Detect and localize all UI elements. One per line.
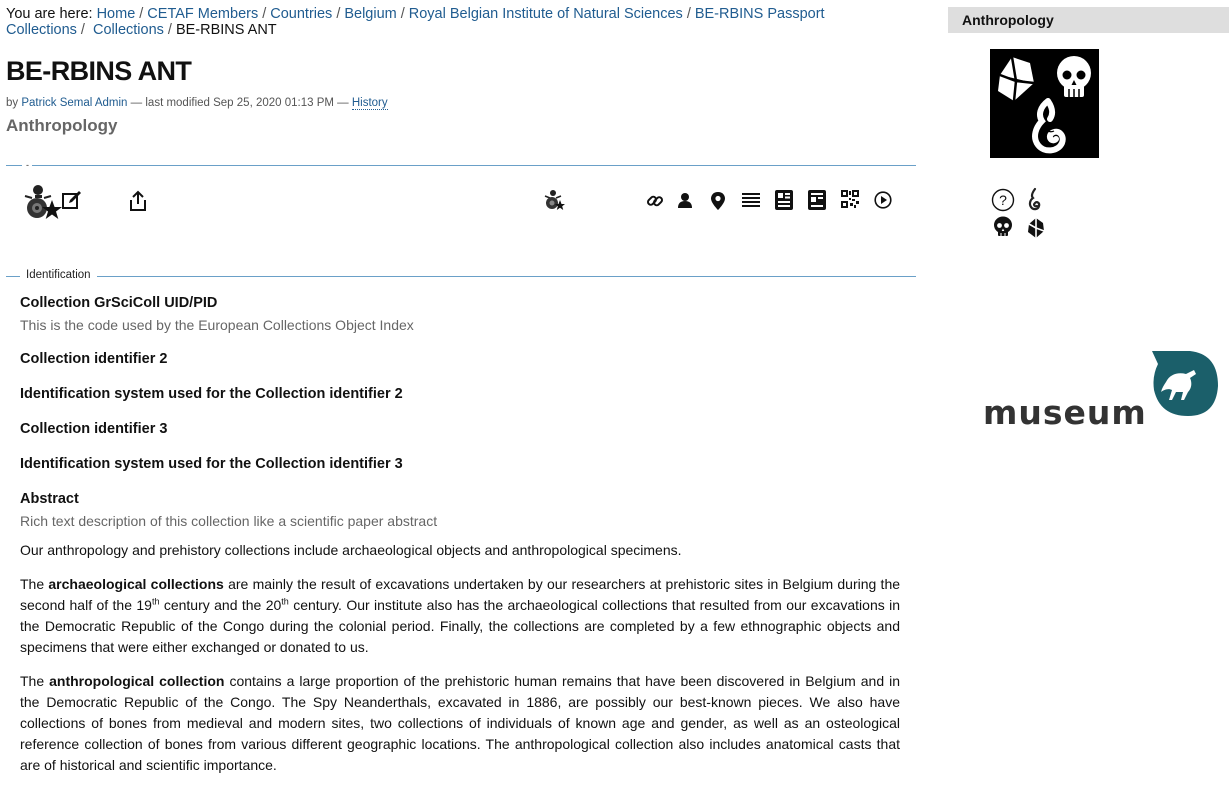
author-link[interactable]: Patrick Semal Admin [21, 97, 128, 109]
list-icon[interactable] [742, 192, 760, 208]
breadcrumb-collections[interactable]: Collections [92, 22, 164, 38]
collection-type-icon[interactable] [542, 188, 566, 212]
breadcrumb-current: BE-RBINS ANT [175, 22, 277, 38]
grscicoll-help: This is the code used by the European Collections Object Index [20, 317, 414, 333]
svg-text:?: ? [999, 192, 1007, 208]
page-title: BE-RBINS ANT [6, 56, 192, 86]
breadcrumb-home[interactable]: Home [96, 6, 136, 22]
document-icon[interactable] [775, 190, 793, 210]
page-description: Anthropology [6, 116, 118, 135]
stone-tool-icon[interactable] [1026, 217, 1046, 239]
identification-legend: Identification [20, 269, 97, 281]
identifier3-label: Collection identifier 3 [20, 421, 168, 437]
portlet-header [948, 7, 1229, 33]
abstract-anthropology: The anthropological collection contains a large proportion of the prehistoric human remains that have been discovered in Belgium and in the Democratic Republic of the Congo. The Spy Neanderthals, excavated in 1886, are possibly our best-known pieces. We also have collections of bones from medieval and modern sites, two collections of individuals of known age and gender, as well as an osteological reference collection of bones from various different geographic locations. The anthropological collection also includes anatomical casts that are of historical and scientific importance. [20, 673, 901, 773]
identification-divider [6, 276, 916, 277]
abstract-help: Rich text description of this collection like a scientific paper abstract [20, 513, 438, 529]
toolbar-divider [6, 165, 916, 166]
identifier2-label: Collection identifier 2 [20, 351, 168, 367]
history-link[interactable]: History [351, 97, 388, 109]
skull-icon[interactable] [993, 216, 1013, 238]
last-modified: — last modified Sep 25, 2020 01:13 PM — [130, 97, 349, 109]
breadcrumb-countries[interactable]: Countries [270, 6, 333, 22]
idsystem3-label: Identification system used for the Collection identifier 3 [20, 456, 403, 472]
edit-icon[interactable] [62, 190, 82, 210]
breadcrumb-belgium[interactable]: Belgium [344, 6, 397, 22]
help-icon[interactable] [991, 188, 1015, 212]
grscicoll-label: Collection GrSciColl UID/PID [20, 295, 218, 311]
play-icon[interactable] [874, 191, 892, 209]
breadcrumb-prefix: You are here: [6, 6, 93, 22]
breadcrumb: You are here: Home / CETAF Members / Countries / Belgium / Royal Belgian Institute of Natural Sciences / BE-RBINS Passport Collections / Collections / BE-RBINS ANT [6, 6, 825, 38]
byline-prefix: by [6, 97, 19, 109]
abstract-archaeology: The archaeological collections are mainly the result of excavations undertaken by our researchers at prehistoric sites in Belgium during the second half of the 19th century and the 20th century. Our institute also has the archaeological collections that resulted from our excavations in the Democratic Republic of the Congo during the colonial period. Finally, the collections are completed by a few ethnographic objects and specimens that were either exchanged or donated to us. [20, 576, 901, 655]
link-icon[interactable] [646, 192, 664, 210]
breadcrumb-passport-collections[interactable]: BE-RBINS Passport Collections [6, 6, 825, 38]
anthropology-artwork [990, 49, 1099, 158]
anthropology-collection-icon[interactable] [18, 181, 64, 221]
hook-pendant-icon[interactable] [1027, 187, 1043, 211]
abstract-text [20, 540, 900, 789]
breadcrumb-rbins[interactable]: Royal Belgian Institute of Natural Sciences [408, 6, 683, 22]
document-byline [6, 97, 388, 109]
person-icon[interactable] [677, 192, 693, 208]
museum-logo-text: museum [983, 393, 1147, 430]
qr-code-icon[interactable] [841, 190, 859, 208]
portlet-title: Anthropology [962, 12, 1054, 28]
anthropology-logo-image [990, 49, 1099, 158]
divider-marker: - [26, 160, 29, 170]
abstract-intro: Our anthropology and prehistory collections include archaeological objects and anthropological specimens. [20, 542, 682, 558]
idsystem2-label: Identification system used for the Collection identifier 2 [20, 386, 403, 402]
share-icon[interactable] [128, 190, 148, 212]
breadcrumb-cetaf-members[interactable]: CETAF Members [147, 6, 259, 22]
document-alt-icon[interactable] [808, 190, 826, 210]
abstract-label: Abstract [20, 491, 79, 507]
location-pin-icon[interactable] [710, 191, 726, 211]
museum-logo[interactable] [980, 346, 1220, 430]
